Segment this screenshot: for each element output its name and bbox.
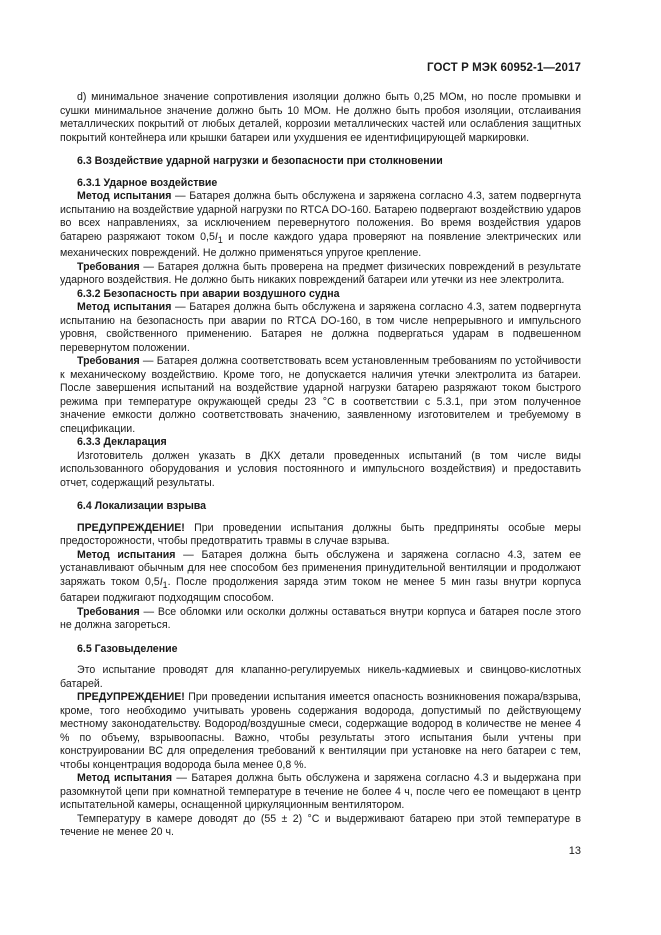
s632-requirements-paragraph: Требования — Батарея должна соответствовать всем установленным требованиям по устойчивости к механическому воздействию. Кроме того, не допускается наличия утечки электролита из батареи. После завершения испытаний на воздействие ударной нагрузки батарею разряжают током быстрого режима при температуре окружающей среды 23 °С в соответствии с 5.3.1, при этом полученное значение емкости должно соответствовать значению, заявленному изготовителем и требуемому в спецификации. (60, 355, 581, 435)
section-6-3-1-title: 6.3.1 Ударное воздействие (77, 176, 218, 189)
section-6-4-title: 6.4 Локализации взрыва (77, 500, 207, 513)
s65-warning-paragraph: ПРЕДУПРЕЖДЕНИЕ! При проведении испытания имеется опасность возникновения пожара/взрыва, кроме, того необходимо учитывать уровень содержания водорода, допустимый по действующему местному законодательству. Водород/воздушные смеси, содержащие водород в количестве не менее 4 % по объему, взрывоопасны. Важно, чтобы результаты этого испытания были учтены при конструировании ВС для определения требований к вентиляции при установке на него батареи с тем, чтобы концентрация водорода была менее 0,8 %. (60, 691, 581, 771)
requirements-label: Требования (77, 260, 140, 273)
requirements-label: Требования (77, 355, 140, 368)
section-6-3-title: 6.3 Воздействие ударной нагрузки и безопасности при столкновении (77, 155, 443, 167)
section-6-3-2-title: 6.3.2 Безопасность при аварии воздушного судна (77, 287, 340, 300)
s64-requirements-paragraph: Требования — Все обломки или осколки должны оставаться внутри корпуса и батарея после этого не должна загореться. (60, 605, 581, 632)
document-id-header: ГОСТ Р МЭК 60952-1—2017 (427, 62, 581, 74)
s64-method-paragraph: Метод испытания — Батарея должна быть обслужена и заряжена согласно 4.3, затем ее устанавливают обычным для нее способом без применения принудительной вентиляции и продолжают заряжать током $0,5I_1$. После продолжения заряда этим током не менее 5 мин газы внутри корпуса батареи поджигают подходящим способом. (60, 548, 581, 605)
s65-intro-paragraph: Это испытание проводят для клапанно-регулируемых никель-кадмиевых и свинцово-кислотных батарей. (60, 664, 581, 690)
section-6-5-title: 6.5 Газовыделение (77, 642, 178, 655)
requirements-label: Требования (77, 605, 140, 618)
s631-requirements-paragraph: Требования — Батарея должна быть проверена на предмет физических повреждений в результате ударного воздействия. Не должно быть никаких повреждений батареи или утечки из нее электролита. (60, 260, 581, 287)
section-6-3-3-title: 6.3.3 Декларация (77, 436, 167, 449)
s64-warning-paragraph: ПРЕДУПРЕЖДЕНИЕ! При проведении испытания должны быть предприняты особые меры предосторожности, чтобы предотвратить травмы в случае взрыва. (60, 521, 581, 548)
paragraph-d: d) минимальное значение сопротивления изоляции должно быть 0,25 МОм, но после промывки и сушки минимальное значение должно быть 10 МОм. Не должно быть пробоя изоляции, отслаивания металлических покрытий от любых деталей, коррозии металлических частей или ослабления защитных покрытий контейнера или крышки батареи или ухудшения ее идентифицирующей маркировки. (60, 91, 581, 144)
method-label: Метод испытания (77, 772, 173, 785)
s633-declaration-paragraph: Изготовитель должен указать в ДКХ детали проведенных испытаний (в том числе виды использованного оборудования и условия постоянного и импульсного воздействия) и предоставить отчет, содержащий результаты. (60, 449, 581, 489)
page-number: 13 (568, 845, 581, 857)
document-body (60, 91, 581, 840)
method-label: Метод испытания (77, 548, 176, 561)
s65-temperature-paragraph: Температуру в камере доводят до (55 ± 2) °С и выдерживают батарею при этой температуре в течение не менее 20 ч. (60, 812, 581, 839)
warning-label: ПРЕДУПРЕЖДЕНИЕ! (77, 691, 185, 704)
s632-method-paragraph: Метод испытания — Батарея должна быть обслужена и заряжена согласно 4.3, затем подвергнута испытанию на безопасность при аварии по RTCA DO-160, в том числе непрерывного и импульсного уровня, свойственного применению. Батарея не должна подвергаться ударам в подвешенном перевернутом положении. (60, 301, 581, 354)
method-label: Метод испытания (77, 190, 172, 202)
method-label: Метод испытания (77, 301, 172, 314)
warning-label: ПРЕДУПРЕЖДЕНИЕ! (77, 521, 185, 534)
s631-method-paragraph: Метод испытания — Батарея должна быть обслужена и заряжена согласно 4.3, затем подвергнута испытанию на воздействие ударной нагрузки по RTCA DO-160. Батарею подвергают воздействию ударов во всех направлениях, за исключением перевернутого положения. Во время воздействия ударов батарею разряжают током $0,5I_1$ и после каждого удара проверяют на появление электрических или механических повреждений. Не должно применяться упругое крепление. (60, 190, 581, 260)
s65-method-paragraph: Метод испытания — Батарея должна быть обслужена и заряжена согласно 4.3 и выдержана при разомкнутой цепи при комнатной температуре в течение не более 4 ч, после чего ее помещают в центр испытательной камеры, оснащенной циркуляционным вентилятором. (60, 772, 582, 812)
